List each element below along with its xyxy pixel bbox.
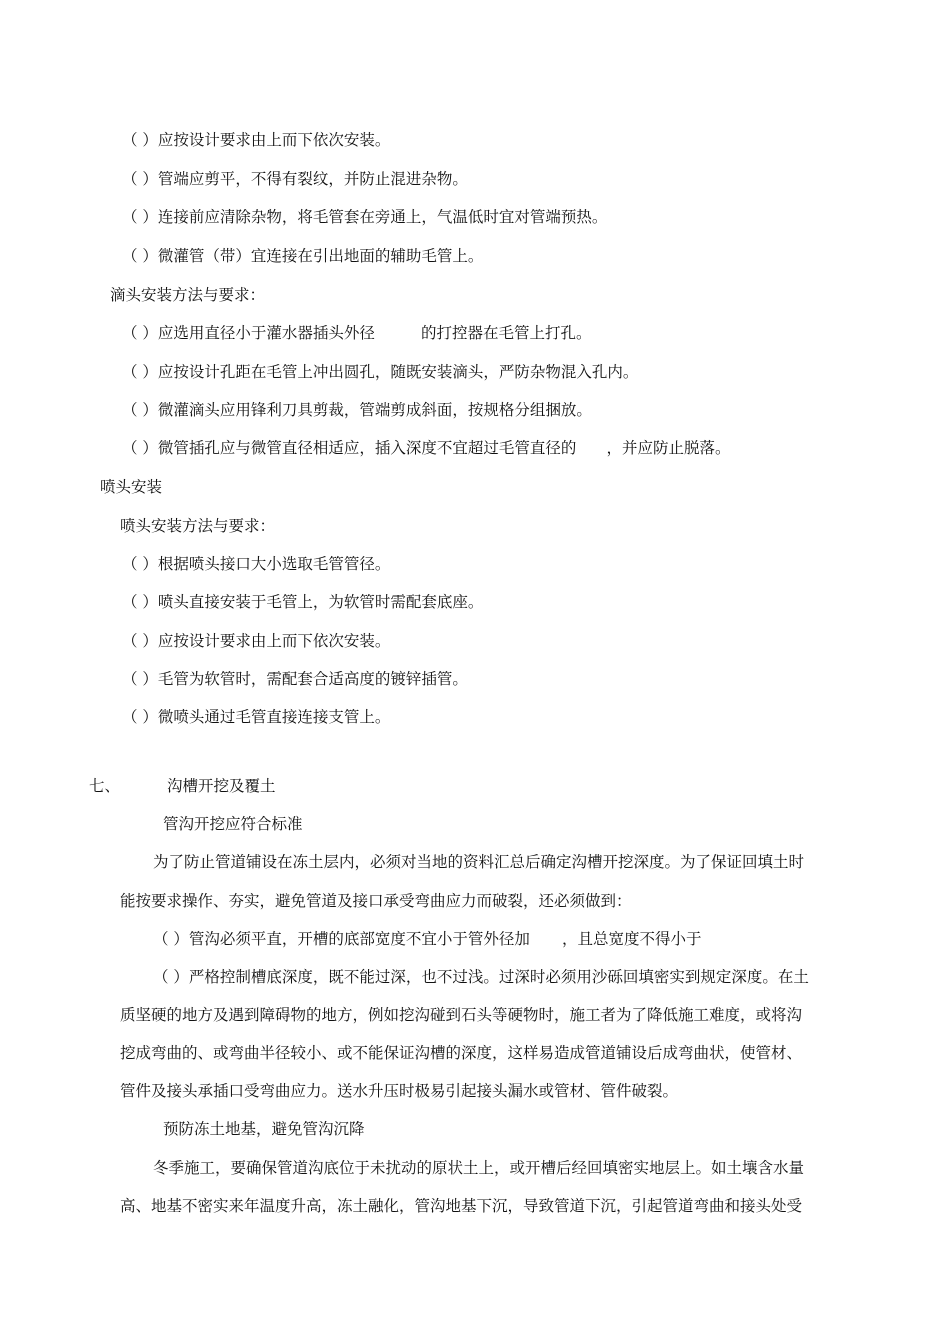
paragraph-line: 质坚硬的地方及遇到障碍物的地方，例如挖沟碰到石头等硬物时，施工者为了降低施工难度，或将沟 <box>120 1006 803 1024</box>
text-line: （ ）管端应剪平，不得有裂纹，并防止混进杂物。 <box>122 170 468 188</box>
text-line: （ ）应按设计孔距在毛管上冲出圆孔，随既安装滴头，严防杂物混入孔内。 <box>122 363 639 381</box>
paragraph-line: 高、地基不密实来年温度升高，冻土融化，管沟地基下沉，导致管道下沉，引起管道弯曲和接头处受 <box>120 1197 803 1215</box>
text-line: （ ）应按设计要求由上而下依次安装。 <box>122 632 391 650</box>
text-line: （ ）喷头直接安装于毛管上，为软管时需配套底座。 <box>122 593 484 611</box>
paragraph-line: 能按要求操作、夯实，避免管道及接口承受弯曲应力而破裂，还必须做到： <box>120 892 632 910</box>
paragraph-line: （ ）严格控制槽底深度，既不能过深，也不过浅。过深时必须用沙砾回填密实到规定深度。在土 <box>153 968 809 986</box>
text-line: （ ）微灌管（带）宜连接在引出地面的辅助毛管上。 <box>122 247 484 265</box>
text-line: （ ）微灌滴头应用锋利刀具剪裁，管端剪成斜面，按规格分组捆放。 <box>122 401 592 419</box>
text-segment: （ ）管沟必须平直，开槽的底部宽度不宜小于管外径加 <box>153 930 530 948</box>
section-heading: 预防冻土地基，避免管沟沉降 <box>163 1120 365 1138</box>
text-line <box>122 323 591 343</box>
text-segment: ，且总宽度不得小于 <box>561 930 702 948</box>
text-line: （ ）连接前应清除杂物，将毛管套在旁通上，气温低时宜对管端预热。 <box>122 208 608 226</box>
paragraph-line: 冬季施工，要确保管道沟底位于未扰动的原状土上，或开槽后经回填密实地层上。如土壤含水量 <box>153 1159 805 1177</box>
paragraph-line: 管件及接头承插口受弯曲应力。送水升压时极易引起接头漏水或管材、管件破裂。 <box>120 1082 679 1100</box>
section-heading: 管沟开挖应符合标准 <box>163 815 303 833</box>
text-segment: ，并应防止脱落。 <box>606 439 731 457</box>
text-line: （ ）微喷头通过毛管直接连接支管上。 <box>122 708 391 726</box>
chapter-title: 沟槽开挖及覆土 <box>167 777 276 795</box>
text-line: （ ）应按设计要求由上而下依次安装。 <box>122 131 391 149</box>
text-line: （ ）根据喷头接口大小选取毛管管径。 <box>122 555 391 573</box>
text-line <box>122 438 730 458</box>
text-segment: （ ）应选用直径小于灌水器插头外径 <box>122 324 375 342</box>
subsection-heading: 喷头安装方法与要求： <box>120 517 276 535</box>
paragraph-line <box>153 929 701 949</box>
paragraph-line: 挖成弯曲的、或弯曲半径较小、或不能保证沟槽的深度，这样易造成管道铺设后成弯曲状，使管材、 <box>120 1044 803 1062</box>
chapter-number: 七、 <box>89 777 121 795</box>
section-heading: 喷头安装 <box>100 478 163 496</box>
section-heading: 滴头安装方法与要求： <box>110 286 266 304</box>
text-segment: （ ）微管插孔应与微管直径相适应，插入深度不宜超过毛管直径的 <box>122 439 577 457</box>
text-segment: 的打控器在毛管上打孔。 <box>420 324 592 342</box>
paragraph-line: 为了防止管道铺设在冻土层内，必须对当地的资料汇总后确定沟槽开挖深度。为了保证回填土时 <box>153 853 805 871</box>
text-line: （ ）毛管为软管时，需配套合适高度的镀锌插管。 <box>122 670 468 688</box>
